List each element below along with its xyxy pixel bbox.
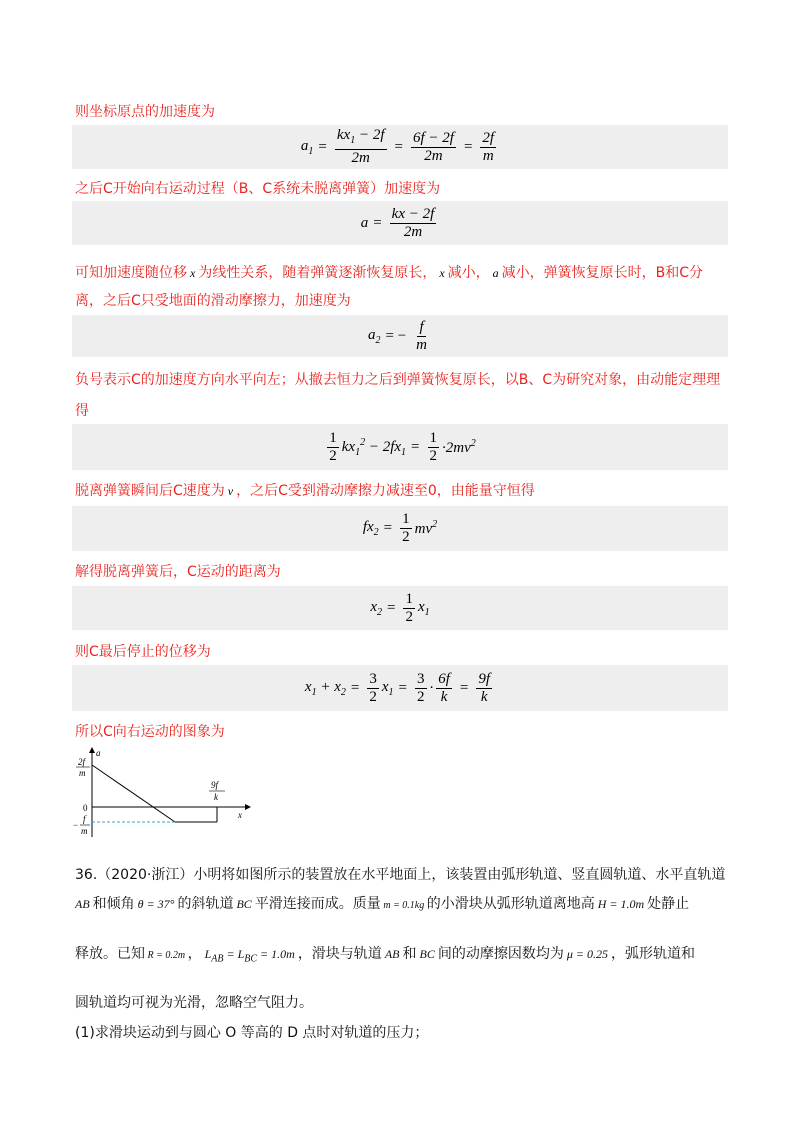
solution-text-7: 脱离弹簧瞬间后C速度为 v ，之后C受到滑动摩擦力减速至0，由能量守恒得 (75, 483, 535, 499)
solution-text-4: 离，之后C只受地面的滑动摩擦力，加速度为 (75, 293, 351, 309)
solution-text-8: 解得脱离弹簧后，C运动的距离为 (75, 564, 281, 580)
x-axis-arrow (245, 804, 251, 810)
origin-label: 0 (83, 803, 88, 813)
decreasing-line (92, 765, 175, 822)
y-neg-minus: − (73, 820, 79, 830)
y-top-den: m (79, 768, 86, 778)
solution-text-10: 所以C向右运动的图象为 (75, 724, 225, 740)
y-neg-num: f (83, 814, 86, 824)
x-end-den: k (214, 792, 218, 802)
solution-text-9: 则C最后停止的位移为 (75, 644, 211, 660)
y-axis-label: a (96, 748, 101, 758)
problem-line-2: AB 和倾角 θ = 37° 的斜轨道 BC 平滑连接而成。质量 m = 0.1kg 的小滑块从弧形轨道离地高 H = 1.0m 处静止 (75, 896, 690, 912)
problem-line-3: 释放。已知 R = 0.2m ， $L_{AB} = L_{BC} = 1.0m$ ，滑块与轨道 AB 和 BC 间的动摩擦因数均为 μ = 0.25 ，弧形轨道和 (75, 946, 695, 965)
y-top-num: 2f (78, 757, 86, 767)
equation-a: a = $\frac{kx - 2f}{2m}$ (72, 201, 728, 245)
problem-question-1: (1)求滑块运动到与圆心 O 等高的 D 点时对轨道的压力； (75, 1025, 429, 1041)
y-axis-arrow (89, 747, 95, 753)
equation-energy: $\frac{1}{2}$ $kx_1^2 - 2fx_1$ = $\frac{1}{2}$ $\cdot 2mv^2$ (72, 424, 728, 470)
acceleration-displacement-graph (70, 745, 260, 840)
x-end-num: 9f (211, 780, 219, 790)
solution-text-1: 则坐标原点的加速度为 (75, 104, 215, 120)
problem-line-4: 圆轨道均可视为光滑，忽略空气阻力。 (75, 995, 313, 1011)
solution-text-6: 得 (75, 403, 89, 419)
y-neg-den: m (81, 826, 88, 836)
equation-a1: $a_1$ = $\frac{kx_1 - 2f}{2m}$ = $\frac{6f - 2f}{2m}$ = $\frac{2f}{m}$ (72, 125, 728, 169)
equation-friction: $fx_2$ = $\frac{1}{2}$ $mv^2$ (72, 506, 728, 551)
solution-text-2: 之后C开始向右运动过程（B、C系统未脱离弹簧）加速度为 (75, 181, 441, 197)
problem-line-1: 36.（2020·浙江）小明将如图所示的装置放在水平地面上，该装置由弧形轨道、竖直圆轨道、水平直轨道 (75, 867, 726, 883)
equation-x2: $x_2$ = $\frac{1}{2}$ $x_1$ (72, 586, 728, 630)
solution-text-3: 可知加速度随位移 x 为线性关系，随着弹簧逐渐恢复原长， x 减小， a 减小，弹簧恢复原长时，B和C分 (75, 265, 704, 281)
solution-text-5: 负号表示C的加速度方向水平向左；从撤去恒力之后到弹簧恢复原长，以B、C为研究对象，由动能定理理 (75, 372, 721, 388)
x-axis-label: x (238, 810, 242, 820)
equation-total-displacement: $x_1 + x_2$ = $\frac{3}{2}$ $x_1$ = $\frac{3}{2}$ · $\frac{6f}{k}$ = $\frac{9f}{k}$ (72, 665, 728, 711)
equation-a2: $a_2$ = − $\frac{f}{m}$ (72, 315, 728, 357)
